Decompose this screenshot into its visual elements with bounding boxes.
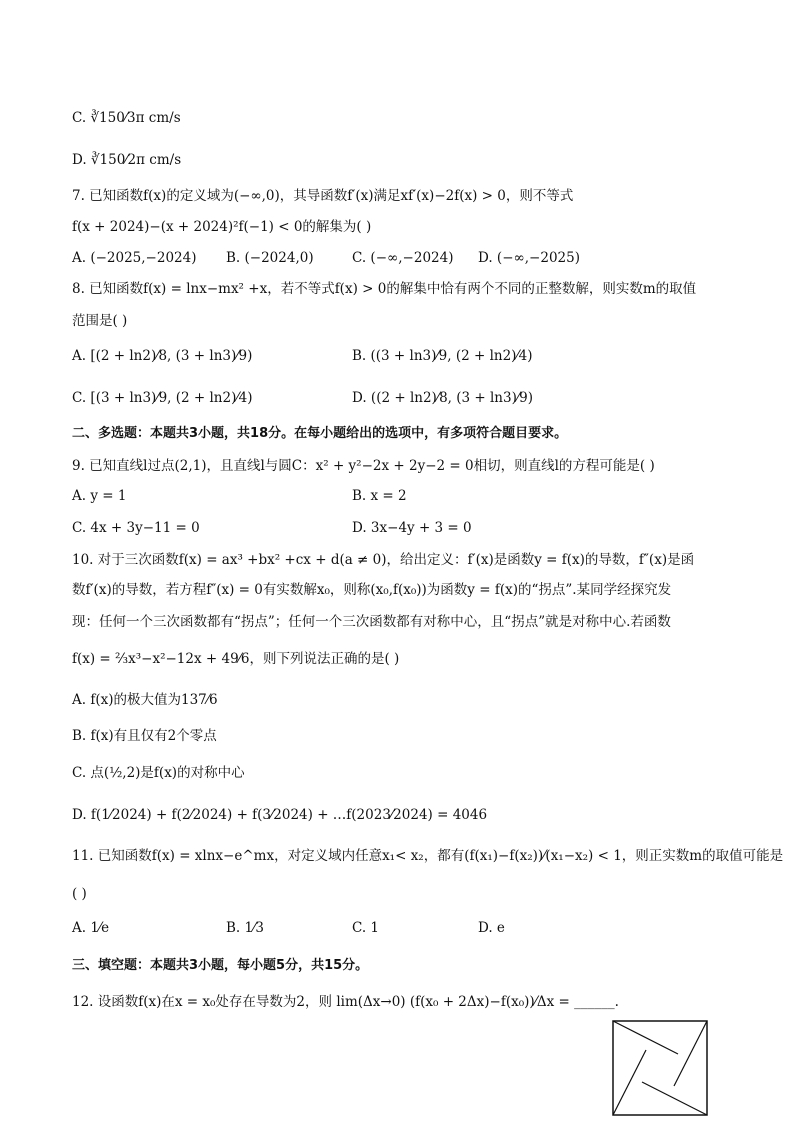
question-line: f(x + 2024)−(x + 2024)²f(−1) < 0的解集为( ) [72, 219, 372, 235]
answer-option: C. (−∞,−2024) [352, 250, 454, 266]
question-line: 7. 已知函数f(x)的定义域为(−∞,0)，其导函数f′(x)满足xf′(x)−2f(x) > 0，则不等式 [72, 188, 574, 204]
answer-option: D. (−∞,−2025) [478, 250, 580, 266]
question-line: C. ∛150⁄3π cm/s [72, 110, 181, 126]
answer-option: D. ((2 + ln2)⁄8, (3 + ln3)⁄9) [352, 390, 533, 406]
answer-option: A. [(2 + ln2)⁄8, (3 + ln3)⁄9) [72, 348, 253, 364]
answer-option: D. e [478, 920, 505, 936]
question-line: 11. 已知函数f(x) = xlnx−e^mx，对定义域内任意x₁< x₂，都有(f(x₁)−f(x₂))⁄(x₁−x₂) < 1，则正实数m的取值可能是 [72, 848, 784, 864]
square-diagram-figure [612, 1020, 708, 1116]
question-line: 12. 设函数f(x)在x = x₀处存在导数为2，则 lim(Δx→0) (f(x₀ + 2Δx)−f(x₀))⁄Δx = ______. [72, 994, 619, 1010]
answer-option: B. 1⁄3 [226, 920, 264, 936]
question-line: D. ∛150⁄2π cm/s [72, 152, 182, 168]
question-line: f(x) = ⅔x³−x²−12x + 49⁄6，则下列说法正确的是( ) [72, 651, 400, 667]
answer-option: C. 4x + 3y−11 = 0 [72, 520, 200, 536]
question-line: C. 点(½,2)是f(x)的对称中心 [72, 765, 245, 781]
question-line: 9. 已知直线l过点(2,1)，且直线l与圆C：x² + y²−2x + 2y−2 = 0相切，则直线l的方程可能是( ) [72, 458, 655, 474]
question-line: 范围是( ) [72, 313, 128, 329]
question-line: ( ) [72, 886, 87, 902]
answer-option: D. 3x−4y + 3 = 0 [352, 520, 472, 536]
answer-option: A. y = 1 [72, 488, 127, 504]
answer-option: A. (−2025,−2024) [72, 250, 197, 266]
section-heading: 二、多选题：本题共3小题，共18分。在每小题给出的选项中，有多项符合题目要求。 [72, 426, 568, 441]
answer-option: C. 1 [352, 920, 380, 936]
question-line: 10. 对于三次函数f(x) = ax³ +bx² +cx + d(a ≠ 0)，给出定义：f′(x)是函数y = f(x)的导数，f″(x)是函 [72, 552, 695, 568]
answer-option: B. ((3 + ln3)⁄9, (2 + ln2)⁄4) [352, 348, 533, 364]
question-line: 数f′(x)的导数，若方程f″(x) = 0有实数解x₀，则称(x₀,f(x₀))为函数y = f(x)的“拐点”.某同学经探究发 [72, 582, 672, 598]
answer-option: C. [(3 + ln3)⁄9, (2 + ln2)⁄4) [72, 390, 253, 406]
section-heading: 三、填空题：本题共3小题，每小题5分，共15分。 [72, 958, 369, 973]
answer-option: B. (−2024,0) [226, 250, 314, 266]
question-line: 8. 已知函数f(x) = lnx−mx² +x，若不等式f(x) > 0的解集中恰有两个不同的正整数解，则实数m的取值 [72, 281, 697, 297]
question-line: D. f(1⁄2024) + f(2⁄2024) + f(3⁄2024) + …f(2023⁄2024) = 4046 [72, 807, 488, 823]
answer-option: B. x = 2 [352, 488, 407, 504]
answer-option: A. 1⁄e [72, 920, 110, 936]
question-line: 现：任何一个三次函数都有“拐点”；任何一个三次函数都有对称中心，且“拐点”就是对称中心.若函数 [72, 614, 671, 630]
question-line: B. f(x)有且仅有2个零点 [72, 728, 217, 744]
question-line: A. f(x)的极大值为137⁄6 [72, 692, 218, 708]
